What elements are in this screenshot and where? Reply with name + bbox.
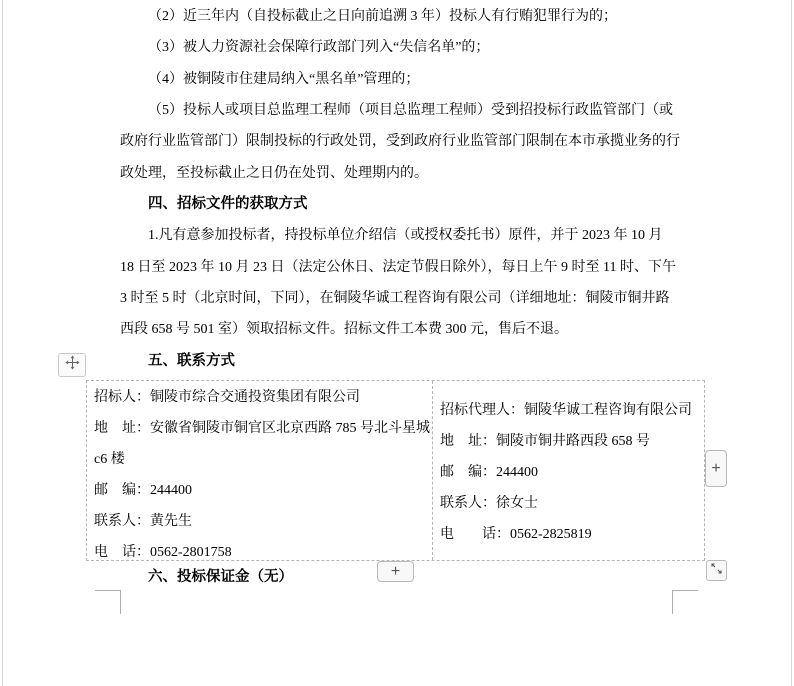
bidder-contact-cell[interactable]: [87, 381, 439, 560]
page-left-edge: [2, 0, 3, 686]
table-cell-line[interactable]: 招标人：铜陵市综合交通投资集团有限公司: [94, 390, 360, 405]
document-line[interactable]: （2）近三年内（自投标截止之日向前追溯 3 年）投标人有行贿犯罪行为的；: [148, 9, 617, 24]
document-line[interactable]: 政处理，至投标截止之日仍在处罚、处理期内的。: [120, 165, 428, 181]
table-cell-line[interactable]: 电 话：0562-2801758: [94, 545, 232, 560]
document-line[interactable]: 3 时至 5 时（北京时间，下同），在铜陵华诚工程咨询有限公司（详细地址：铜陵市铜井路: [120, 291, 670, 307]
table-cell-line[interactable]: 电 话：0562-2825819: [440, 526, 592, 542]
document-line[interactable]: （4）被铜陵市住建局纳入“黑名单”管理的；: [148, 71, 420, 87]
document-line[interactable]: 政府行业监管部门）限制投标的行政处罚，受到政府行业监管部门限制在本市承揽业务的行: [120, 134, 680, 150]
agent-contact-cell[interactable]: [433, 381, 712, 560]
plus-icon: +: [711, 459, 721, 477]
page-right-edge: [791, 0, 792, 686]
table-cell-line[interactable]: 邮 编：244400: [94, 483, 192, 498]
table-cell-line[interactable]: 招标代理人：铜陵华诚工程咨询有限公司: [440, 402, 692, 418]
document-body: [120, 1, 680, 377]
resize-diagonal-icon: [710, 562, 723, 580]
bottom-right-margin-mark: [672, 590, 698, 614]
plus-icon: +: [390, 562, 401, 580]
contact-table: [86, 380, 705, 561]
bottom-left-margin-mark: [95, 590, 121, 614]
table-cell-line[interactable]: c6 楼: [94, 452, 125, 467]
section-heading-4[interactable]: 四、招标文件的获取方式: [148, 196, 308, 213]
table-move-handle[interactable]: [58, 353, 86, 377]
table-resize-handle[interactable]: [706, 560, 727, 581]
section-heading-6[interactable]: 六、投标保证金（无）: [148, 568, 293, 585]
document-line[interactable]: 18 日至 2023 年 10 月 23 日（法定公休日、法定节假日除外），每日上午 9 时至 11 时、下午: [120, 259, 676, 275]
document-line[interactable]: （5）投标人或项目总监理工程师（项目总监理工程师）受到招投标行政监管部门（或: [148, 103, 673, 119]
move-icon: [65, 355, 80, 375]
table-cell-line[interactable]: 地 址：安徽省铜陵市铜官区北京西路 785 号北斗星城: [94, 421, 430, 436]
table-cell-line[interactable]: 邮 编：244400: [440, 464, 538, 480]
document-line[interactable]: 西段 658 号 501 室）领取招标文件。招标文件工本费 300 元，售后不退。: [120, 322, 568, 338]
table-cell-line[interactable]: 地 址：铜陵市铜井路西段 658 号: [440, 433, 650, 449]
document-line[interactable]: （3）被人力资源社会保障行政部门列入“失信名单”的；: [148, 40, 490, 56]
section-heading-5[interactable]: 五、联系方式: [148, 352, 235, 369]
add-column-button[interactable]: [705, 450, 727, 487]
table-cell-line[interactable]: 联系人：徐女士: [440, 495, 538, 511]
table-cell-line[interactable]: 联系人：黄先生: [94, 514, 192, 529]
add-row-button[interactable]: [377, 561, 414, 582]
document-line[interactable]: 1.凡有意参加投标者，持投标单位介绍信（或授权委托书）原件，并于 2023 年 10 月: [148, 228, 663, 244]
